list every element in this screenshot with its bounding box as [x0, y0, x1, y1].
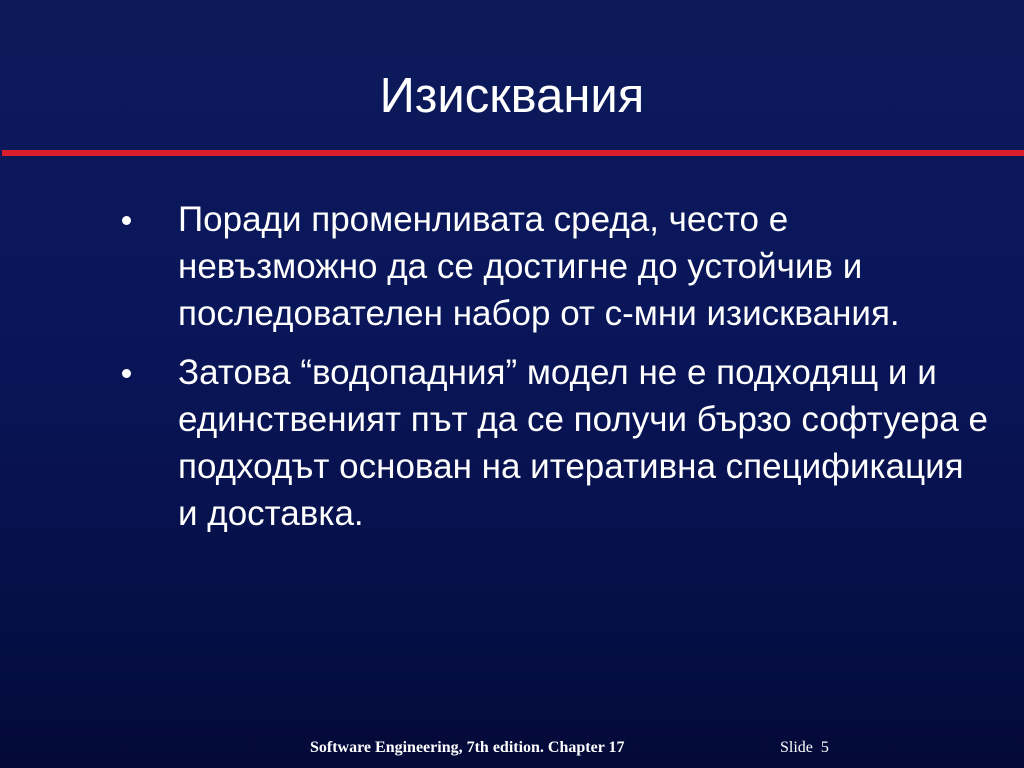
- bullet-list: [120, 196, 990, 549]
- bullet-dot-icon: [122, 216, 131, 225]
- title-divider: [2, 150, 1024, 156]
- bullet-dot-icon: [122, 369, 131, 378]
- bullet-text: Затова “водопадния” модел не е подходящ и и единственият път да се получи бързо софтуера е подходът основан на итеративна спецификация и доставка.: [178, 353, 988, 533]
- bullet-text: Поради променливата среда, често е невъзможно да се достигне до устойчив и последователен набор от с-мни изисквания.: [178, 200, 900, 333]
- slide-number: 5: [820, 739, 829, 756]
- slide-title: Изисквания: [379, 69, 645, 123]
- bullet-item: [120, 196, 990, 337]
- slide-number-footer: [780, 738, 829, 758]
- bullet-item: [120, 349, 990, 537]
- slide-label: Slide: [780, 739, 813, 756]
- footer-source: Software Engineering, 7th edition. Chapter 17: [310, 739, 625, 756]
